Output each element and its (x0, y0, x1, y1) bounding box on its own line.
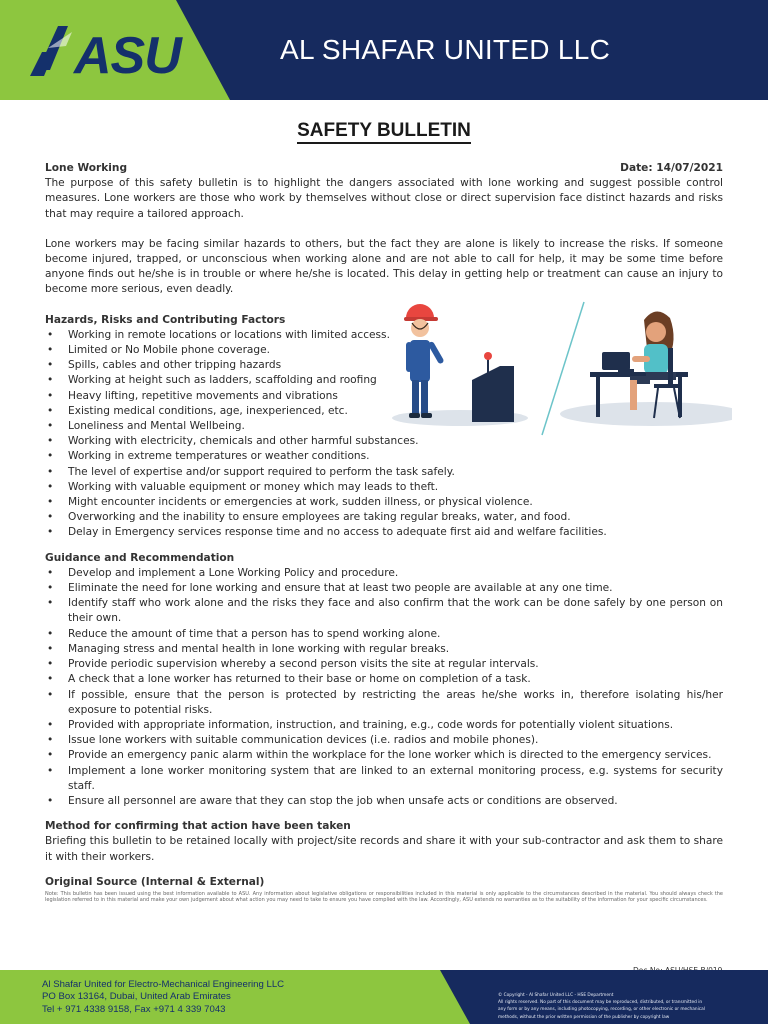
copyright-line: methods, without the prior written permission of the publisher by copyright law (498, 1014, 670, 1020)
footer-address (42, 979, 284, 1016)
list-item: • Provide periodic supervision whereby a second person visits the site at regular intervals. (45, 657, 723, 672)
list-item: • Issue lone workers with suitable communication devices (i.e. radios and mobile phones). (45, 733, 723, 748)
hazards-list (45, 328, 723, 541)
list-item: • Identify staff who work alone and the risks they face and also confirm that the work can be done safely by one person on their own. (45, 596, 723, 626)
list-item: • If possible, ensure that the person is protected by restricting the areas he/she works in, therefore isolating his/her exposure to potential risks. (45, 688, 723, 718)
hazards-heading: Hazards, Risks and Contributing Factors (45, 313, 286, 326)
bulletin-content (45, 161, 723, 903)
company-logo (28, 20, 188, 85)
list-item: • Limited or No Mobile phone coverage. (45, 343, 405, 358)
address-line: PO Box 13164, Dubai, United Arab Emirates (42, 991, 231, 1003)
address-line: Al Shafar United for Electro-Mechanical Engineering LLC (42, 979, 285, 990)
copyright-line: any form or by any means, including photocopying, recording, or other electronic or mechanical (498, 1007, 706, 1013)
footer-banner (0, 970, 768, 1024)
list-item: • Working with valuable equipment or money which may leads to theft. (45, 480, 723, 495)
list-item: • Working at height such as ladders, scaffolding and roofing (45, 373, 405, 388)
list-item: • Overworking and the inability to ensure employees are taking regular breaks, water, and food. (45, 510, 723, 525)
topic-row (45, 161, 723, 176)
list-item: • Existing medical conditions, age, inexperienced, etc. (45, 404, 405, 419)
intro-paragraph: Lone workers may be facing similar hazards to others, but the fact they are alone is likely to increase the risks. If someone become injured, trapped, or unconscious when working alone and are not able to call for help, it may be some time before anyone finds out he/she is in trouble or where he/she is located. This delay in getting help or treatment can cause an injury to become more serious, even deadly. (45, 237, 723, 296)
list-item: • Loneliness and Mental Wellbeing. (45, 419, 405, 434)
topic-heading: Lone Working (45, 162, 128, 174)
guidance-list (45, 566, 723, 809)
intro-paragraph: The purpose of this safety bulletin is to highlight the dangers associated with lone working and suggest possible control measures. Lone workers are those who work by themselves without close or direct supervision face distinct hazards and risks that may require a tailored approach. (45, 177, 723, 220)
list-item: • Implement a lone worker monitoring system that are linked to an external monitoring process, e.g. systems for security staff. (45, 764, 723, 794)
list-item: • Managing stress and mental health in lone working with regular breaks. (45, 642, 723, 657)
header-banner (0, 0, 768, 100)
page-title: SAFETY BULLETIN (0, 120, 768, 142)
footer-copyright (498, 992, 728, 1021)
list-item: • Delay in Emergency services response time and no access to adequate first aid and welfare facilities. (45, 525, 723, 540)
list-item: • A check that a lone worker has returned to their base or home on completion of a task. (45, 672, 723, 687)
list-item: • Working in extreme temperatures or weather conditions. (45, 449, 723, 464)
copyright-line: All rights reserved. No part of this document may be reproduced, distributed, or transmitted in (498, 1000, 703, 1006)
list-item: • Heavy lifting, repetitive movements and vibrations (45, 389, 405, 404)
method-text: Briefing this bulletin to be retained locally with project/site records and share it with your sub-contractor and ask them to share it with their workers. (45, 835, 723, 863)
guidance-heading: Guidance and Recommendation (45, 551, 235, 564)
company-name: AL SHAFAR UNITED LLC (280, 34, 611, 65)
list-item: • Provided with appropriate information, instruction, and training, e.g., code words for potentially violent situations. (45, 718, 723, 733)
logo-swoosh-icon (28, 20, 78, 80)
list-item: • Spills, cables and other tripping hazards (45, 358, 405, 373)
logo-text: ASU (74, 27, 181, 85)
list-item: • Might encounter incidents or emergencies at work, sudden illness, or physical violence. (45, 495, 723, 510)
list-item: • Reduce the amount of time that a person has to spend working alone. (45, 627, 723, 642)
list-item: • Provide an emergency panic alarm within the workplace for the lone worker which is directed to the emergency services. (45, 748, 723, 763)
list-item: • Develop and implement a Lone Working Policy and procedure. (45, 566, 723, 581)
copyright-line: © Copyright - Al Shafar United LLC - HSE Department (498, 993, 614, 998)
source-heading: Original Source (Internal & External) (45, 875, 265, 888)
address-line: Tel + 971 4338 9158, Fax +971 4 339 7043 (42, 1003, 226, 1015)
method-heading: Method for confirming that action have been taken (45, 820, 351, 833)
list-item: • The level of expertise and/or support required to perform the task safely. (45, 465, 723, 480)
list-item: • Working with electricity, chemicals and other harmful substances. (45, 434, 723, 449)
bulletin-date: Date: 14/07/2021 (620, 162, 723, 174)
list-item: • Ensure all personnel are aware that they can stop the job when unsafe acts or conditions are observed. (45, 794, 723, 809)
list-item: • Working in remote locations or locations with limited access. (45, 328, 405, 343)
disclaimer-note: Note: This bulletin has been issued using the best information available to ASU. Any information about legislative obligations or responsibilities included in this material is only applicable to the circumstances described in the material. You should always check the legislation referred to in this material and make your own judgement about what action you may need to take to ensure you have complied with the law. Accordingly, ASU extends no warranties as to the suitability of the information for your specific circumstances. (45, 890, 723, 903)
list-item: • Eliminate the need for lone working and ensure that at least two people are available at any one time. (45, 581, 723, 596)
